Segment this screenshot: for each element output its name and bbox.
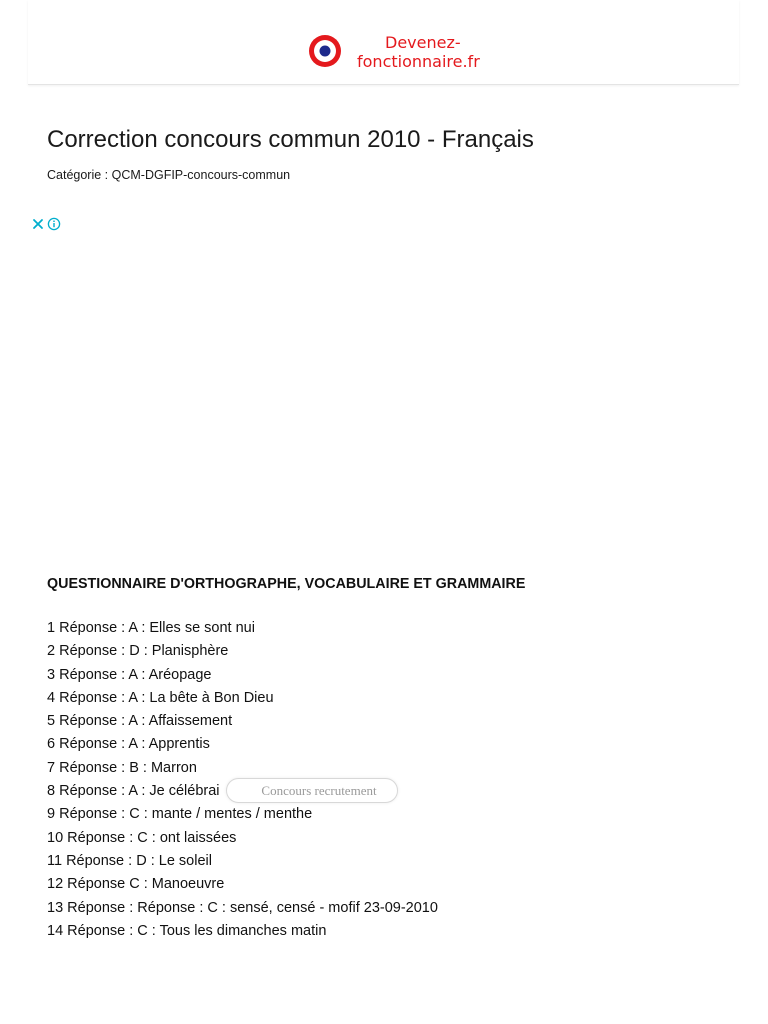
answer-item: 12 Réponse C : Manoeuvre (47, 876, 225, 893)
answer-item: 9 Réponse : C : mante / mentes / menthe (47, 806, 313, 823)
article-category: Catégorie : QCM-DGFIP-concours-commun (47, 168, 291, 182)
logo-line-1: Devenez- (385, 33, 461, 52)
page-title: Correction concours commun 2010 - Français (47, 126, 534, 153)
logo-line-2: fonctionnaire.fr (357, 52, 480, 71)
ad-controls (31, 216, 61, 232)
answer-item: 10 Réponse : C : ont laissées (47, 829, 237, 846)
site-header (28, 0, 739, 85)
answer-item: 5 Réponse : A : Affaissement (47, 713, 233, 730)
questionnaire-heading: QUESTIONNAIRE D'ORTHOGRAPHE, VOCABULAIRE ET GRAMMAIRE (47, 576, 526, 592)
site-logo-link[interactable] (308, 30, 518, 76)
answer-item: 14 Réponse : C : Tous les dimanches matin (47, 922, 327, 939)
close-icon[interactable] (31, 217, 45, 231)
info-icon[interactable] (47, 217, 61, 231)
answer-item: 3 Réponse : A : Aréopage (47, 666, 212, 683)
answer-item: 6 Réponse : A : Apprentis (47, 736, 210, 753)
answer-item: 7 Réponse : B : Marron (47, 759, 197, 776)
answer-item: 11 Réponse : D : Le soleil (47, 852, 212, 869)
logo-text (357, 33, 527, 71)
french-roundel-icon (308, 34, 342, 68)
concours-recrutement-chip[interactable]: Concours recrutement (226, 778, 398, 803)
answer-item: 13 Réponse : Réponse : C : sensé, censé - mofif 23-09-2010 (47, 899, 438, 916)
answer-item: 1 Réponse : A : Elles se sont nui (47, 620, 255, 636)
answer-item: 2 Réponse : D : Planisphère (47, 643, 229, 660)
answer-item: 4 Réponse : A : La bête à Bon Dieu (47, 689, 274, 706)
answer-item: 8 Réponse : A : Je célébrai (47, 783, 220, 800)
